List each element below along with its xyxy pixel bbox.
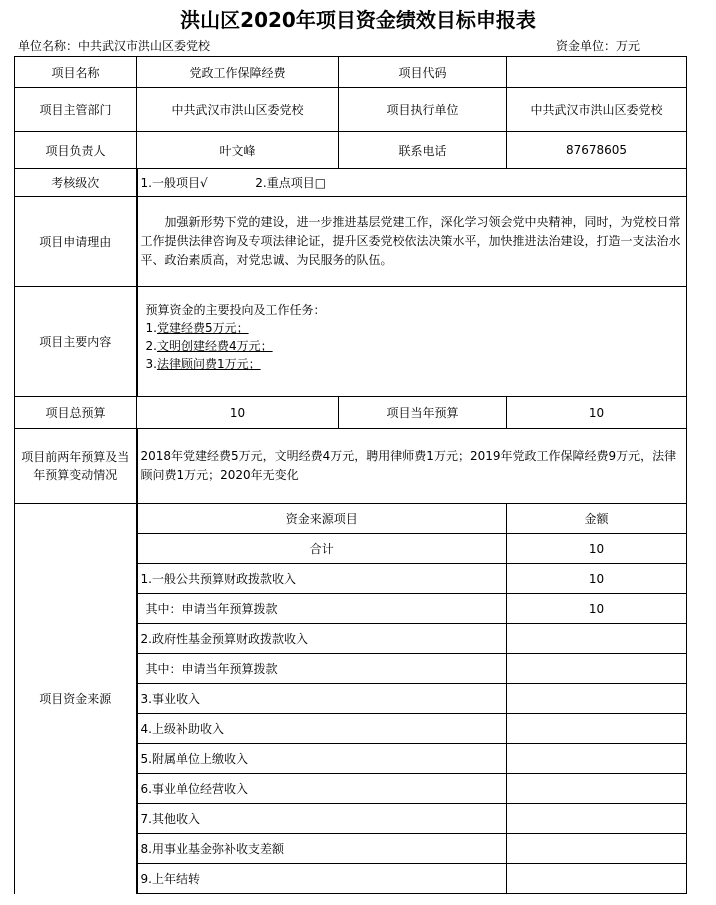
funding-amount-header: 金额 bbox=[507, 504, 687, 534]
content-label: 项目主要内容 bbox=[15, 287, 137, 397]
funding-row-amount bbox=[507, 774, 687, 804]
owner-label: 项目负责人 bbox=[15, 132, 137, 169]
funding-row-amount bbox=[507, 744, 687, 774]
row-budget-change bbox=[15, 429, 687, 504]
content-intro: 预算资金的主要投向及工作任务： bbox=[145, 303, 326, 317]
project-name-value: 党政工作保障经费 bbox=[137, 57, 339, 88]
funding-row-amount bbox=[507, 804, 687, 834]
owner-value: 叶文峰 bbox=[137, 132, 339, 169]
row-department bbox=[15, 88, 687, 132]
content-item: 2.文明创建经费4万元； bbox=[145, 339, 273, 353]
row-content bbox=[15, 287, 687, 397]
reason-label: 项目申请理由 bbox=[15, 197, 137, 287]
funding-row-name: 2.政府性基金预算财政拨款收入 bbox=[137, 624, 507, 654]
exec-unit-label: 项目执行单位 bbox=[339, 88, 507, 132]
funding-row-amount bbox=[507, 684, 687, 714]
unit-name: 单位名称：中共武汉市洪山区委党校 bbox=[18, 39, 211, 53]
content-block bbox=[137, 287, 687, 397]
reason-text: 加强新形势下党的建设，进一步推进基层党建工作，深化学习领会党中央精神，同时，为党校日常工作提供法律咨询及专项法律论证，提升区委党校依法决策水平，加快推进法治建设，打造一支法治水平、政治素质高，对党忠诚、为民服务的队伍。 bbox=[137, 197, 687, 287]
change-text: 2018年党建经费5万元，文明经费4万元，聘用律师费1万元；2019年党政工作保障经费9万元，法律顾问费1万元；2020年无变化 bbox=[137, 429, 687, 504]
project-code-label: 项目代码 bbox=[339, 57, 507, 88]
funding-row-name: 合计 bbox=[137, 534, 507, 564]
funding-row-name: 其中：申请当年预算拨款 bbox=[137, 594, 507, 624]
row-reason bbox=[15, 197, 687, 287]
page-title: 洪山区2020年项目资金绩效目标申报表 bbox=[180, 8, 536, 32]
project-code-value bbox=[507, 57, 687, 88]
phone-label: 联系电话 bbox=[339, 132, 507, 169]
funding-source-header: 资金来源项目 bbox=[137, 504, 507, 534]
content-item: 1.党建经费5万元； bbox=[145, 321, 249, 335]
change-label: 项目前两年预算及当年预算变动情况 bbox=[15, 429, 137, 504]
exec-unit-value: 中共武汉市洪山区委党校 bbox=[507, 88, 687, 132]
dept-label: 项目主管部门 bbox=[15, 88, 137, 132]
funding-row-name: 3.事业收入 bbox=[137, 684, 507, 714]
level-option-key: 2.重点项目□ bbox=[255, 176, 327, 190]
funding-row-name: 7.其他收入 bbox=[137, 804, 507, 834]
funding-label: 项目资金来源 bbox=[15, 504, 137, 894]
row-level bbox=[15, 169, 687, 197]
funding-row-name: 4.上级补助收入 bbox=[137, 714, 507, 744]
level-options bbox=[137, 169, 687, 197]
funding-row-amount bbox=[507, 654, 687, 684]
funding-row-amount: 10 bbox=[507, 564, 687, 594]
funding-row-name: 9.上年结转 bbox=[137, 864, 507, 894]
phone-value: 87678605 bbox=[507, 132, 687, 169]
row-budget bbox=[15, 397, 687, 429]
funding-row-amount: 10 bbox=[507, 534, 687, 564]
funding-row-name: 6.事业单位经营收入 bbox=[137, 774, 507, 804]
row-project-name bbox=[15, 57, 687, 88]
funding-row-amount bbox=[507, 834, 687, 864]
funding-row-amount bbox=[507, 864, 687, 894]
total-budget-value: 10 bbox=[137, 397, 339, 429]
fund-unit: 资金单位：万元 bbox=[556, 39, 641, 53]
funding-header-row bbox=[15, 504, 687, 534]
current-budget-label: 项目当年预算 bbox=[339, 397, 507, 429]
performance-form-table bbox=[14, 56, 687, 894]
level-option-general: 1.一般项目√ bbox=[140, 176, 208, 190]
funding-row-amount bbox=[507, 624, 687, 654]
funding-row-name: 其中：申请当年预算拨款 bbox=[137, 654, 507, 684]
total-budget-label: 项目总预算 bbox=[15, 397, 137, 429]
current-budget-value: 10 bbox=[507, 397, 687, 429]
dept-value: 中共武汉市洪山区委党校 bbox=[137, 88, 339, 132]
level-label: 考核级次 bbox=[15, 169, 137, 197]
content-item: 3.法律顾问费1万元； bbox=[145, 357, 261, 371]
funding-row-name: 1.一般公共预算财政拨款收入 bbox=[137, 564, 507, 594]
project-name-label: 项目名称 bbox=[15, 57, 137, 88]
funding-row-amount: 10 bbox=[507, 594, 687, 624]
funding-row-name: 5.附属单位上缴收入 bbox=[137, 744, 507, 774]
funding-row-amount bbox=[507, 714, 687, 744]
funding-row-name: 8.用事业基金弥补收支差额 bbox=[137, 834, 507, 864]
row-owner bbox=[15, 132, 687, 169]
